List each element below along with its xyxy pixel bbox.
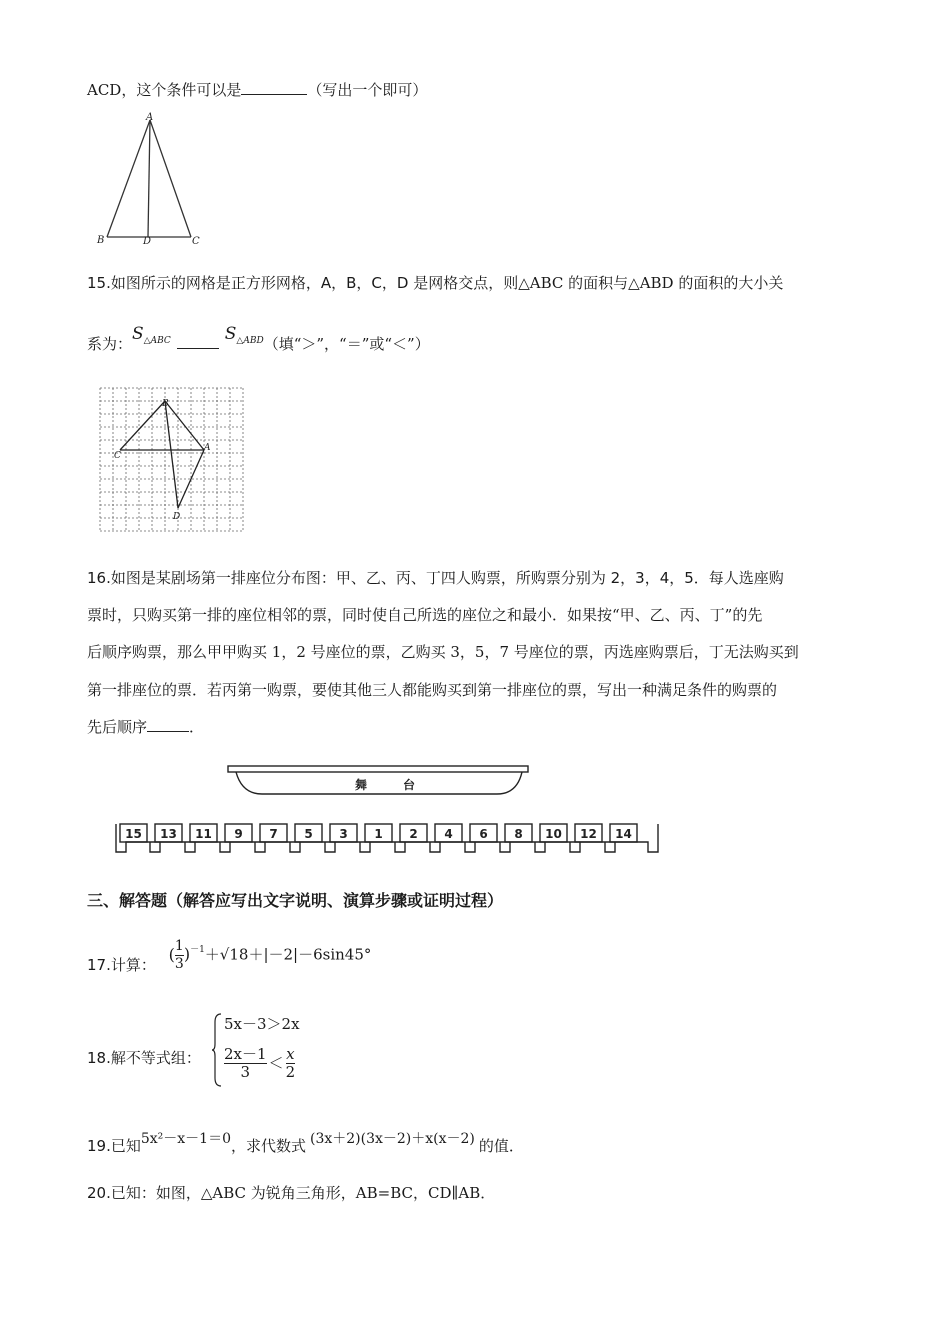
q16-seating-figure bbox=[112, 762, 672, 862]
q15-text-3: ABD 的面积的大小关 bbox=[639, 274, 784, 292]
q14-answer-blank[interactable] bbox=[241, 80, 307, 95]
q18-label: 18.解不等式组： bbox=[87, 1049, 201, 1067]
q15-fill-instruction: （填“＞”，“＝”或“＜”） bbox=[263, 335, 430, 353]
q16-text-1: 16.如图是某剧场第一排座位分布图：甲、乙、丙、丁四人购票，所购票分别为 2，3，4，5．每人选座购 bbox=[87, 569, 784, 587]
q17-exponent: －1 bbox=[190, 944, 205, 955]
q20-line bbox=[87, 1183, 495, 1203]
q14-tail-text: ACD，这个条件可以是 bbox=[87, 81, 242, 99]
q16-line-2 bbox=[87, 605, 762, 625]
seat-number: 5 bbox=[304, 827, 313, 841]
q16-text-5: 先后顺序 bbox=[87, 718, 148, 736]
seat-number: 15 bbox=[125, 827, 142, 841]
q16-text-5-end: ． bbox=[189, 718, 205, 736]
seat-number: 9 bbox=[234, 827, 243, 841]
q14-label-a: A bbox=[146, 112, 154, 123]
q15-segment-bd bbox=[165, 401, 178, 508]
seat-number: 11 bbox=[195, 827, 212, 841]
q16-text-2: 票时，只购买第一排的座位相邻的票，同时使自己所选的座位之和最小．如果按“甲、乙、丙、丁”的先 bbox=[87, 606, 763, 624]
q15-answer-blank[interactable] bbox=[177, 334, 219, 349]
seat-number: 4 bbox=[444, 827, 453, 841]
q18-fraction-left bbox=[224, 1046, 267, 1081]
q14-label-d: D bbox=[143, 236, 152, 247]
q18-fraction-left-num: 2x－1 bbox=[224, 1045, 267, 1063]
q15-grid-figure bbox=[100, 388, 260, 538]
seat-number: 3 bbox=[339, 827, 348, 841]
seat-number: 6 bbox=[479, 827, 488, 841]
q18-fraction-left-den: 3 bbox=[240, 1063, 251, 1081]
seat-number: 8 bbox=[514, 827, 523, 841]
q15-segment-ba bbox=[165, 401, 204, 450]
q15-label-a: A bbox=[204, 443, 211, 453]
q17-expression: ＋√18＋|－2|－6sin45° bbox=[204, 945, 372, 964]
q17-paren-open: ( bbox=[168, 944, 175, 964]
s-abd-symbol: S bbox=[224, 324, 237, 344]
q16-text-3: 后顺序购票，那么甲甲购买 1，2 号座位的票，乙购买 3，5，7 号座位的票，丙选座购票后，丁无法购买到 bbox=[87, 643, 799, 661]
seat-number: 7 bbox=[269, 827, 278, 841]
q16-line-5 bbox=[87, 717, 204, 737]
q15-text-1: 15.如图所示的网格是正方形网格，A，B，C，D 是网格交点，则 bbox=[87, 274, 519, 292]
q18-inequality-2 bbox=[224, 1046, 295, 1081]
q19-label: 19.已知 bbox=[87, 1137, 141, 1155]
q20-text: ABC 为锐角三角形，AB=BC，CD∥AB． bbox=[212, 1184, 496, 1202]
s-abc-subscript: △ABC bbox=[143, 336, 171, 346]
q16-text-4: 第一排座位的票．若丙第一购票，要使其他三人都能购买到第一排座位的票，写出一种满足条件的购票的 bbox=[87, 681, 778, 699]
stage-label: 舞 台 bbox=[355, 778, 416, 792]
seat-number: 1 bbox=[374, 827, 383, 841]
seat-number: 10 bbox=[545, 827, 562, 841]
q19-line bbox=[87, 1128, 524, 1155]
q15-segment-bc bbox=[120, 401, 165, 450]
q15-line-2 bbox=[87, 324, 430, 357]
q14-triangle-figure bbox=[95, 112, 215, 250]
q14-side-ac bbox=[150, 120, 191, 237]
q15-label-d: D bbox=[173, 512, 181, 522]
q14-label-b: B bbox=[97, 235, 105, 246]
q17-line bbox=[87, 938, 371, 974]
s-abd-subscript: △ABD bbox=[236, 336, 264, 346]
triangle-symbol-icon: △ bbox=[200, 1184, 213, 1202]
q15-label-b: B bbox=[162, 399, 169, 409]
seat-number: 2 bbox=[409, 827, 418, 841]
q20-label: 20.已知：如图， bbox=[87, 1184, 201, 1202]
q17-label: 17.计算： bbox=[87, 955, 156, 974]
q17-numerator: 1 bbox=[174, 938, 184, 954]
q18-inequality-1: 5x－3＞2x bbox=[224, 1015, 300, 1033]
seat-number: 12 bbox=[580, 827, 597, 841]
q15-relation-label: 系为： bbox=[87, 335, 133, 353]
q15-label-c: C bbox=[114, 451, 121, 461]
q18-fraction-right-num: x bbox=[286, 1045, 295, 1063]
q15-line-1 bbox=[87, 273, 783, 293]
q18-less-than: ＜ bbox=[268, 1053, 284, 1072]
q14-side-ab bbox=[107, 120, 150, 237]
q19-condition: 5x²－x－1＝0 bbox=[140, 1131, 231, 1147]
q15-text-2: ABC 的面积与 bbox=[529, 274, 629, 292]
q17-denominator: 3 bbox=[174, 956, 184, 972]
q18-fraction-right bbox=[286, 1046, 296, 1081]
q17-paren-close: ) bbox=[183, 944, 191, 964]
q16-line-1 bbox=[87, 568, 784, 588]
q18-label-line bbox=[87, 1048, 201, 1068]
s-abc-symbol: S bbox=[132, 324, 144, 344]
q14-label-c: C bbox=[192, 236, 200, 247]
q18-fraction-right-den: 2 bbox=[285, 1063, 296, 1081]
q16-line-3 bbox=[87, 642, 799, 662]
seat-number: 13 bbox=[160, 827, 177, 841]
q19-suffix: 的值． bbox=[478, 1137, 524, 1155]
q14-tail-suffix: （写出一个即可） bbox=[307, 81, 428, 99]
q16-line-4 bbox=[87, 680, 777, 700]
q19-expression: (3x＋2)(3x－2)＋x(x－2) bbox=[310, 1131, 475, 1147]
seat-boxes bbox=[120, 824, 637, 842]
seat-number: 14 bbox=[615, 827, 632, 841]
q14-tail-line bbox=[87, 80, 427, 100]
triangle-symbol-icon: △ bbox=[518, 274, 530, 292]
section-3-heading: 三、解答题（解答应写出文字说明、演算步骤或证明过程） bbox=[87, 891, 504, 910]
q18-brace bbox=[212, 1012, 224, 1088]
q17-fraction bbox=[175, 938, 184, 973]
triangle-symbol-icon: △ bbox=[628, 274, 640, 292]
q16-answer-blank[interactable] bbox=[147, 717, 189, 732]
q19-mid-text: ，求代数式 bbox=[230, 1137, 306, 1155]
q14-segment-ad bbox=[148, 120, 150, 237]
